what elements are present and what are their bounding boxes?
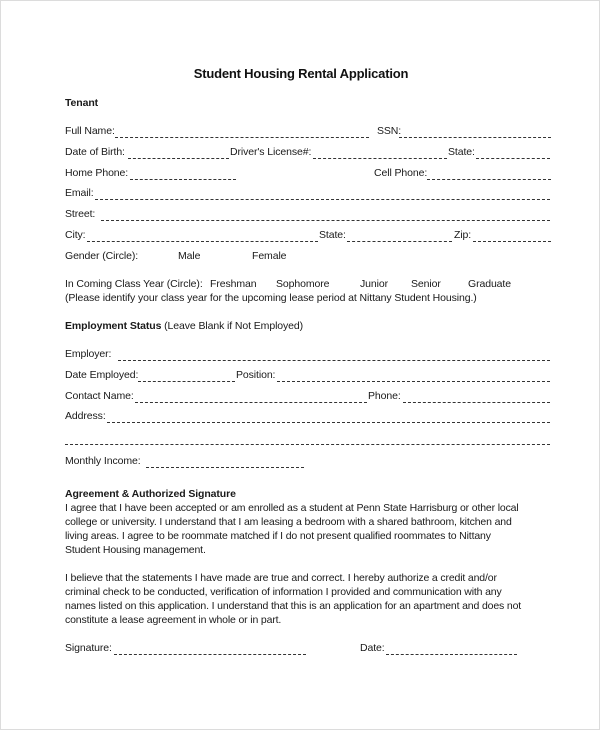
drivers-license-label: Driver's License#: [230, 146, 312, 158]
position-label: Position: [236, 369, 276, 381]
gender-option-male[interactable]: Male [178, 250, 201, 262]
signature-label: Signature: [65, 642, 112, 654]
ssn-label: SSN: [377, 125, 402, 137]
class-year-note: (Please identify your class year for the upcoming lease period at Nittany Student Housing.) [65, 292, 477, 304]
street-label: Street: [65, 208, 96, 220]
address-field-line2[interactable] [65, 431, 550, 445]
email-field[interactable] [95, 186, 550, 200]
state-label: State: [448, 146, 475, 158]
agreement-p2-line: constitute a lease agreement in whole or in part. [65, 614, 282, 626]
employer-label: Employer: [65, 348, 112, 360]
agreement-paragraph-1 [65, 501, 555, 557]
home-phone-field[interactable] [130, 166, 236, 180]
state-field[interactable] [476, 145, 550, 159]
email-label: Email: [65, 187, 94, 199]
zip-field[interactable] [473, 228, 551, 242]
dob-field[interactable] [128, 145, 229, 159]
class-year-option-sophomore[interactable]: Sophomore [276, 278, 330, 290]
employer-field[interactable] [118, 347, 550, 361]
monthly-income-field[interactable] [146, 454, 304, 468]
class-year-option-junior[interactable]: Junior [360, 278, 388, 290]
city-field[interactable] [87, 228, 318, 242]
class-year-option-senior[interactable]: Senior [411, 278, 441, 290]
street-field[interactable] [101, 207, 550, 221]
position-field[interactable] [277, 368, 550, 382]
agreement-p2-line: criminal check to be conducted, verification of information I provided and communication with any [65, 586, 502, 598]
employment-heading-title: Employment Status [65, 320, 162, 332]
monthly-income-label: Monthly Income: [65, 455, 141, 467]
cell-phone-label: Cell Phone: [374, 167, 428, 179]
employment-heading [65, 320, 303, 333]
date-label: Date: [360, 642, 385, 654]
signature-field[interactable] [114, 641, 306, 655]
city-state-label: State: [319, 229, 346, 241]
agreement-heading: Agreement & Authorized Signature [65, 488, 236, 500]
class-year-option-freshman[interactable]: Freshman [210, 278, 257, 290]
class-year-option-graduate[interactable]: Graduate [468, 278, 511, 290]
contact-name-label: Contact Name: [65, 390, 134, 402]
agreement-p1-line: Student Housing management. [65, 544, 206, 556]
full-name-field[interactable] [115, 124, 369, 138]
address-field[interactable] [107, 409, 550, 423]
agreement-p2-line: I believe that the statements I have made are true and correct. I hereby authorize a credit and/or [65, 572, 497, 584]
agreement-p1-line: I agree that I have been accepted or am enrolled as a student at Penn State Harrisburg or other local [65, 502, 519, 514]
employment-heading-note: (Leave Blank if Not Employed) [161, 320, 304, 332]
zip-label: Zip: [454, 229, 472, 241]
class-year-label: In Coming Class Year (Circle): [65, 278, 203, 290]
date-employed-field[interactable] [138, 368, 235, 382]
agreement-p1-line: college or university. I understand that I am leasing a bedroom with a shared bathroom, kitchen and [65, 516, 512, 528]
date-employed-label: Date Employed: [65, 369, 139, 381]
home-phone-label: Home Phone: [65, 167, 129, 179]
full-name-label: Full Name: [65, 125, 115, 137]
city-state-field[interactable] [347, 228, 452, 242]
phone-label: Phone: [368, 390, 401, 402]
city-label: City: [65, 229, 86, 241]
agreement-paragraph-2 [65, 571, 555, 627]
phone-field[interactable] [403, 389, 550, 403]
gender-option-female[interactable]: Female [252, 250, 287, 262]
address-label: Address: [65, 410, 106, 422]
contact-name-field[interactable] [135, 389, 367, 403]
ssn-field[interactable] [399, 124, 551, 138]
drivers-license-field[interactable] [313, 145, 447, 159]
document-title: Student Housing Rental Application [193, 66, 409, 81]
tenant-heading: Tenant [65, 97, 99, 109]
dob-label: Date of Birth: [65, 146, 125, 158]
cell-phone-field[interactable] [427, 166, 551, 180]
agreement-p1-line: living areas. I agree to be roommate matched if I do not present qualified roommates to Nittany [65, 530, 491, 542]
date-field[interactable] [386, 641, 517, 655]
agreement-p2-line: names listed on this application. I understand that this is an application for an apartment and does not [65, 600, 522, 612]
gender-label: Gender (Circle): [65, 250, 139, 262]
